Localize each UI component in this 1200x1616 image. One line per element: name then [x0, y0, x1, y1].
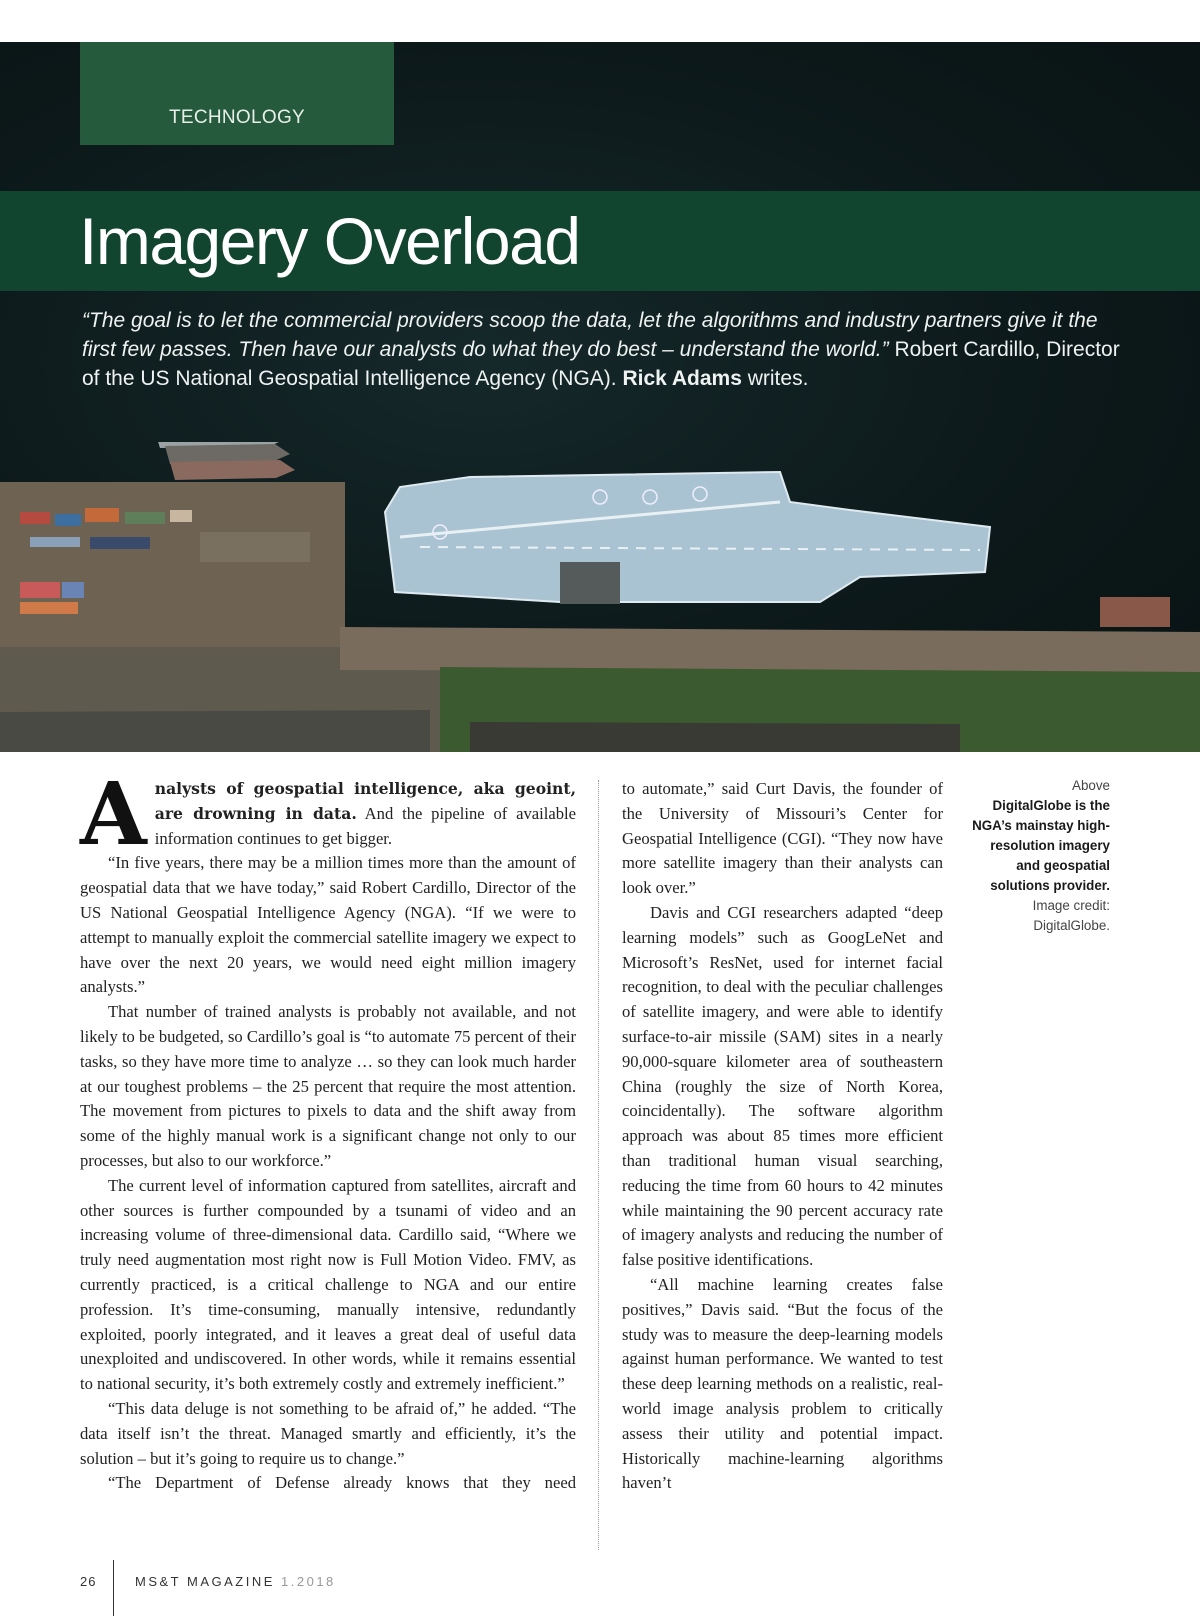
title-band	[0, 191, 1200, 291]
section-tag	[80, 42, 394, 145]
article-column-2	[622, 777, 943, 1496]
section-label: TECHNOLOGY	[168, 107, 306, 128]
body-paragraph: “The Department of Defense already knows that they need	[108, 1473, 576, 1493]
body-paragraph: “This data deluge is not something to be afraid of,” he added. “The data itself isn’t the threat. Managed smartly and efficiently, it’s the solution – but it’s going to require us to change.”	[80, 1398, 576, 1468]
standfirst	[82, 306, 1122, 393]
caption-credit: Image credit: DigitalGlobe.	[1032, 898, 1110, 933]
page-footer	[80, 1560, 680, 1616]
magazine-name	[135, 1574, 336, 1589]
standfirst-writes: writes.	[741, 367, 809, 390]
drop-cap: A	[80, 764, 147, 865]
satellite-image-aircraft-carrier	[0, 442, 1200, 752]
body-paragraph: That number of trained analysts is probably not available, and not likely to be budgeted, so Cardillo’s goal is “to automate 75 percent of their tasks, so they have more time to analyze … so they can look much harder at our toughest problems – the 25 percent that require the most attention. The movement from pictures to pixels to data and the shift away from some of the highly manual work is a significant change not only to our processes, but also to our workforce.”	[80, 1002, 576, 1170]
body-paragraph: “In five years, there may be a million times more than the amount of geospatial data that we have today,” said Robert Cardillo, Director of the US National Geospatial Intelligence Agency (NGA). “If we were to attempt to manually exploit the commercial satellite imagery we expect to have over the next 20 years, we would need eight million imagery analysts.”	[80, 853, 576, 997]
lead-paragraph	[80, 764, 576, 865]
magazine-title: MS&T MAGAZINE	[135, 1574, 275, 1589]
moored-ships-illustration	[155, 442, 295, 480]
body-paragraph: The current level of information captured from satellites, aircraft and other sources is further compounded by a tsunami of video and an increasing volume of three-dimensional data. Cardillo said, “Where we truly need augmentation most right now is Full Motion Video. FMV, as currently practiced, is a critical challenge to NGA and our entire profession. It’s time-consuming, manually intensive, redundantly exploited, poorly integrated, and it leaves a great deal of useful data unexploited and undiscovered. In other words, while it remains essential to national security, it’s both extremely costly and extremely inefficient.”	[80, 1175, 576, 1394]
lead-bold-text: nalysts of geospatial intelligence, aka geoint, are drowning in data.	[154, 779, 576, 823]
footer-divider	[113, 1560, 114, 1616]
author-name: Rick Adams	[622, 367, 742, 390]
article-title: Imagery Overload	[79, 204, 580, 278]
issue-date: 1.2018	[281, 1574, 336, 1589]
page-number: 26	[80, 1574, 97, 1589]
aircraft-carrier-illustration	[385, 472, 990, 604]
article-column-1	[80, 764, 576, 1496]
standfirst-quote: “The goal is to let the commercial providers scoop the data, let the algorithms and industry partners give it the first few passes. Then have our analysts do what they do best – understand the world.”	[82, 309, 1098, 361]
image-caption	[970, 776, 1110, 936]
body-paragraph: “All machine learning creates false positives,” Davis said. “But the focus of the study was to measure the deep-learning models against human performance. We wanted to test these deep learning methods on a realistic, real-world image analysis problem to critically assess their utility and potential impact. Historically machine-learning algorithms haven’t	[622, 1274, 943, 1493]
lead-rest-text: And the pipeline of available information continues to get bigger.	[154, 803, 576, 848]
caption-body: DigitalGlobe is the NGA’s mainstay high-resolution imagery and geospatial solutions provider.	[972, 798, 1110, 893]
standfirst-attribution: Robert Cardillo, Director of the US National Geospatial Intelligence Agency (NGA).	[82, 338, 1120, 390]
column-divider	[598, 780, 599, 1550]
body-paragraph: to automate,” said Curt Davis, the founder of the University of Missouri’s Center for Geospatial Intelligence (CGI). “They now have more satellite imagery than their analysts can look over.”	[622, 779, 943, 898]
hero-image	[0, 42, 1200, 752]
body-paragraph: Davis and CGI researchers adapted “deep learning models” such as GoogLeNet and Microsoft’s ResNet, used for internet facial recognition, to deal with the peculiar challenges of satellite imagery, and were able to identify surface-to-air missile (SAM) sites in a nearly 90,000-square kilometer area of southeastern China (roughly the size of North Korea, coincidentally). The software algorithm approach was about 85 times more efficient than traditional human visual searching, reducing the time from 60 hours to 42 minutes while maintaining the 90 percent accuracy rate of imagery analysts and reducing the number of false positive identifications.	[622, 902, 943, 1270]
caption-heading: Above	[1072, 778, 1110, 793]
